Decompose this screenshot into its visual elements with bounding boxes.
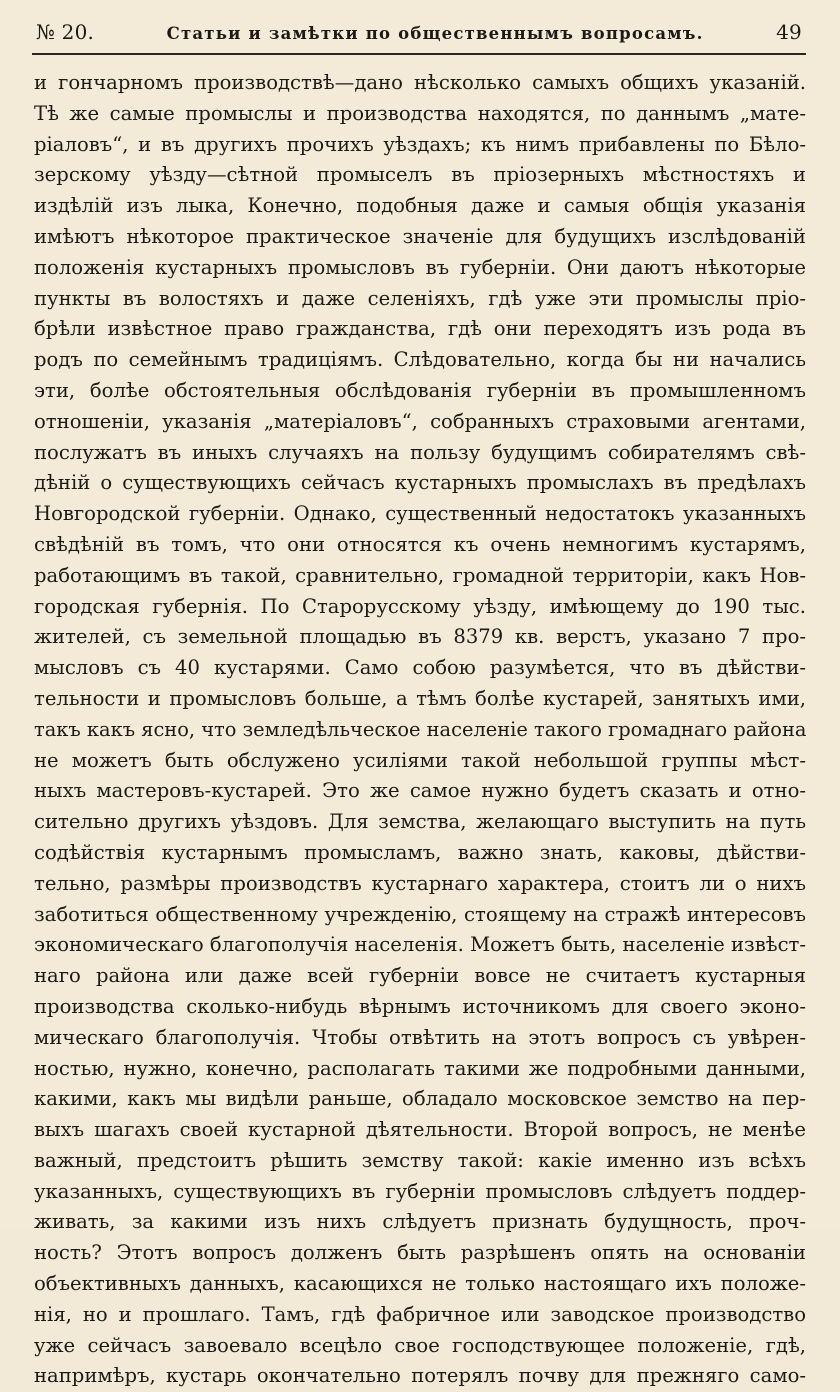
text-line: ныхъ мастеровъ-кустарей. Это же самое нужно будетъ сказать и отно- bbox=[34, 779, 806, 803]
text-line: напримѣръ, кустарь окончательно потерялъ почву для прежняго само- bbox=[34, 1364, 806, 1388]
text-line: ріаловъ“, и въ другихъ прочихъ уѣздахъ; къ нимъ прибавлены по Бѣло- bbox=[34, 132, 806, 156]
section-title: Статьи и замѣтки по общественнымъ вопросамъ. bbox=[166, 24, 704, 43]
text-line: какими, какъ мы видѣли раньше, обладало московское земство на пер- bbox=[34, 1087, 806, 1111]
running-header bbox=[36, 20, 802, 54]
text-line: Новгородской губерніи. Однако, существенный недостатокъ указанныхъ bbox=[34, 502, 806, 526]
text-line: мическаго благополучія. Чтобы отвѣтить на этотъ вопросъ съ увѣрен- bbox=[34, 1025, 806, 1049]
text-line: пункты въ волостяхъ и даже селеніяхъ, гдѣ уже эти промыслы прiо- bbox=[34, 286, 806, 310]
text-line: родъ по семейнымъ традиціямъ. Слѣдовательно, когда бы ни начались bbox=[34, 348, 806, 372]
text-line: жителей, съ земельной площадью въ 8379 кв. верстъ, указано 7 про- bbox=[34, 625, 806, 649]
text-line: тельности и промысловъ больше, а тѣмъ болѣе кустарей, занятыхъ ими, bbox=[34, 686, 806, 710]
text-line: тельно, размѣры производствъ кустарнаго характера, стоитъ ли о нихъ bbox=[34, 871, 806, 895]
issue-number: № 20. bbox=[36, 20, 95, 44]
text-line: эти, болѣе обстоятельныя обслѣдованія губерніи въ промышленномъ bbox=[34, 378, 806, 402]
text-line: мысловъ съ 40 кустарями. Само собою разумѣется, что въ дѣйстви- bbox=[34, 656, 806, 680]
text-line: заботиться общественному учрежденію, стоящему на стражѣ интересовъ bbox=[34, 902, 806, 926]
text-line: послужатъ въ иныхъ случаяхъ на пользу будущимъ собирателямъ свѣ- bbox=[34, 440, 806, 464]
article-body bbox=[34, 68, 806, 1392]
text-line: городская губернія. По Старорусскому уѣзду, имѣющему до 190 тыс. bbox=[34, 594, 806, 618]
text-line: положенія кустарныхъ промысловъ въ губерніи. Они даютъ нѣкоторые bbox=[34, 255, 806, 279]
text-line: издѣлій изъ лыка, Конечно, подобныя даже и самыя общія указанія bbox=[34, 194, 806, 218]
text-line: свѣдѣній въ томъ, что они относятся къ очень немногимъ кустарямъ, bbox=[34, 532, 806, 556]
header-rule bbox=[32, 53, 806, 55]
text-line: не можетъ быть обслужено усиліями такой небольшой группы мѣст- bbox=[34, 748, 806, 772]
text-line: отношеніи, указанія „матеріаловъ“, собранныхъ страховыми агентами, bbox=[34, 409, 806, 433]
text-line: содѣйствія кустарнымъ промысламъ, важно знать, каковы, дѣйстви- bbox=[34, 840, 806, 864]
text-line: такъ какъ ясно, что земледѣльческое населеніе такого громаднаго района bbox=[34, 717, 807, 741]
text-line: имѣютъ нѣкоторое практическое значеніе для будущихъ изслѣдованій bbox=[34, 224, 806, 248]
text-line: брѣли извѣстное право гражданства, гдѣ они переходятъ изъ рода въ bbox=[34, 317, 806, 341]
text-line: производства сколько-нибудь вѣрнымъ источникомъ для своего эконо- bbox=[34, 994, 806, 1018]
text-line: важный, предстоитъ рѣшить земству такой: какіе именно изъ всѣхъ bbox=[34, 1148, 806, 1172]
text-line: выхъ шагахъ своей кустарной дѣятельности. Второй вопросъ, не менѣе bbox=[34, 1118, 806, 1142]
text-line: ность? Этотъ вопросъ долженъ быть разрѣшенъ опять на основаніи bbox=[34, 1241, 806, 1265]
text-line: работающимъ въ такой, сравнительно, громадной территоріи, какъ Нов- bbox=[34, 563, 806, 587]
page-number: 49 bbox=[776, 20, 802, 44]
text-line: Тѣ же самые промыслы и производства находятся, по даннымъ „мате- bbox=[34, 101, 806, 125]
text-line: уже сейчасъ завоевало всецѣло свое господствующее положеніе, гдѣ, bbox=[34, 1333, 806, 1357]
text-line: экономическаго благополучія населенія. Можетъ быть, населеніе извѣст- bbox=[34, 933, 806, 957]
text-line: сительно другихъ уѣздовъ. Для земства, желающаго выступить на путь bbox=[34, 810, 806, 834]
text-line: ностью, нужно, конечно, располагать такими же подробными данными, bbox=[34, 1056, 806, 1080]
text-line: дѣній о существующихъ сейчасъ кустарныхъ промыслахъ въ предѣлахъ bbox=[34, 471, 806, 495]
text-line: и гончарномъ производствѣ—дано нѣсколько самыхъ общихъ указаній. bbox=[34, 71, 806, 94]
text-line: живать, за какими изъ нихъ слѣдуетъ признать будущность, проч- bbox=[34, 1210, 806, 1234]
text-line: указанныхъ, существующихъ въ губерніи промысловъ слѣдуетъ поддер- bbox=[34, 1179, 806, 1203]
text-line: нія, но и прошлаго. Тамъ, гдѣ фабричное или заводское производство bbox=[34, 1302, 806, 1326]
text-line: объективныхъ данныхъ, касающихся не только настоящаго ихъ положе- bbox=[34, 1272, 806, 1296]
text-line: наго района или даже всей губерніи вовсе не считаетъ кустарныя bbox=[34, 964, 806, 988]
text-line: зерскому уѣзду—сѣтной промыселъ въ пріозерныхъ мѣстностяхъ и bbox=[34, 163, 806, 187]
